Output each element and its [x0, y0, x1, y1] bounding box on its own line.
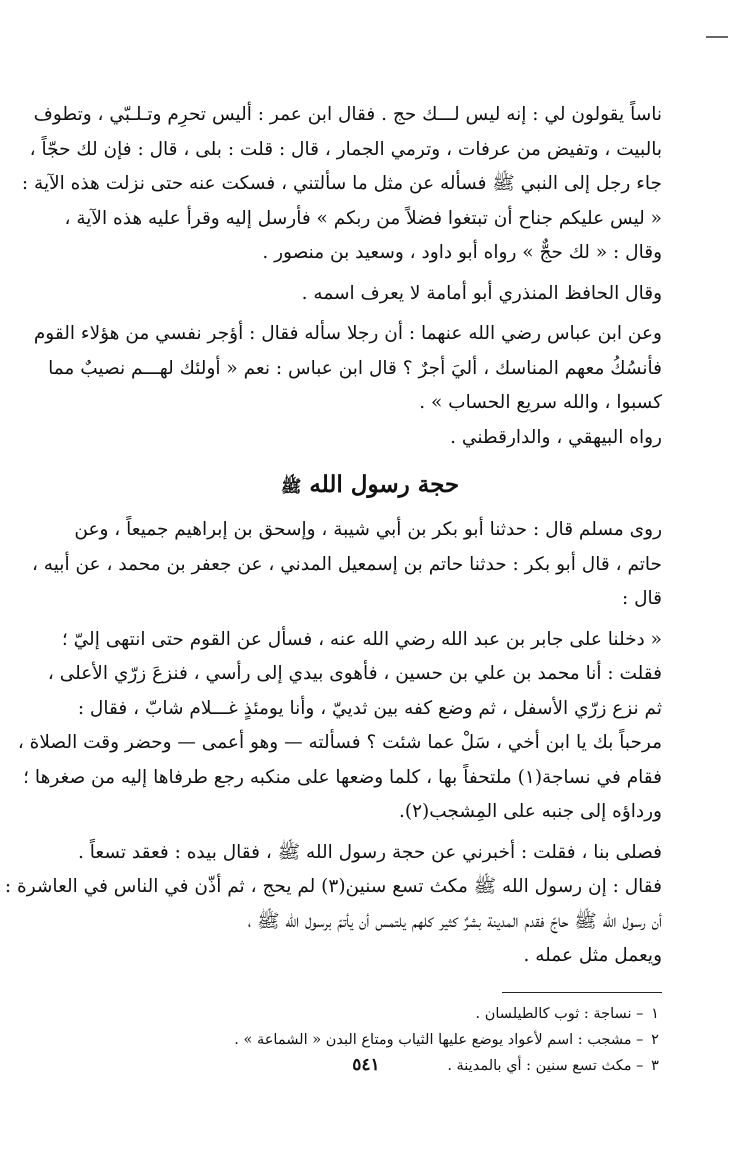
text-line: ورداؤه إلى جنبه على المِشجب(٢). — [398, 801, 662, 822]
text-line: ناساً يقولون لي : إنه ليس لـــك حج . فقال ابن عمر : أليس تحرِم وتـلـبّي ، وتطوف — [33, 104, 662, 125]
footnote-text: – نساجة : ثوب كالطيلسان . — [475, 1005, 644, 1022]
paragraph-ibn-abbas — [33, 317, 662, 455]
text-line: فقلت : أنا محمد بن علي بن حسين ، فأهوى بيدي إلى رأسي ، فنزعَ زرّي الأعلى ، — [47, 663, 662, 684]
section-heading — [78, 465, 662, 507]
text-line: ويعمل مثل عمله . — [523, 945, 662, 966]
text-line: حاتم ، قال أبو بكر : حدثنا حاتم بن إسمعيل المدني ، عن جعفر بن محمد ، عن أبيه ، — [31, 553, 662, 575]
text-line: كسبوا ، والله سريع الحساب » . — [419, 392, 662, 413]
text-line: جاء رجل إلى النبي ﷺ فسأله عن مثل ما سألتني ، فسكت عنه حتى نزلت هذه الآية : — [21, 173, 662, 194]
text-line: فقام في نساجة(١) ملتحفاً بها ، كلما وضعها على منكبه رجع طرفاها إليه من صغرها ؛ — [23, 766, 662, 788]
footnote-number: ٢ — [651, 1031, 659, 1048]
footnote-number: ١ — [651, 1005, 659, 1022]
text-line: وقال : « لك حجٌّ » رواه أبو داود ، وسعيد بن منصور . — [262, 242, 662, 263]
footnote-number: ٣ — [651, 1057, 659, 1074]
corner-mark — [706, 36, 728, 38]
text-line: « ليس عليكم جناح أن تبتغوا فضلاً من ربكم » فأرسل إليه وقرأ عليه هذه الآية ، — [64, 207, 662, 229]
honorific-glyph: ﷺ — [280, 477, 302, 497]
heading-text: حجة رسول الله — [309, 471, 460, 498]
paragraph-isnad — [31, 513, 662, 617]
paragraph-mundhiri — [78, 277, 662, 312]
text-line: فقال : إن رسول الله ﷺ مكث تسع سنين(٣) لم يحج ، ثم أذّن في الناس في العاشرة : — [4, 876, 662, 897]
footnote-text: – مكث تسع سنين : أي بالمدينة . — [447, 1057, 644, 1074]
text-line: « دخلنا على جابر بن عبد الله رضي الله عنه ، فسأل عن القوم حتى انتهى إليّ ؛ — [61, 628, 662, 650]
text-line: بالبيت ، وتفيض من عرفات ، وترمي الجمار ، قال : قلت : بلى ، قال : فإن لك حجّاً ، — [29, 138, 662, 160]
text-line: أن رسول الله ﷺ حاجّ فقدم المدينة بشرٌ كثير كلهم يلتمس أن يأتمّ برسول الله ﷺ ، — [247, 910, 662, 932]
text-line: رواه البيهقي ، والدارقطني . — [450, 426, 662, 448]
footnote — [78, 1001, 662, 1027]
text-line: روى مسلم قال : حدثنا أبو بكر بن أبي شيبة ، وإسحق بن إبراهيم جميعاً ، وعن — [74, 519, 662, 540]
page-number: ٥٤١ — [352, 1055, 380, 1075]
paragraph-prayer — [4, 836, 662, 974]
text-line: مرحباً بك يا ابن أخي ، سَلْ عما شئت ؟ فسألته — وهو أعمى — وحضر وقت الصلاة ، — [17, 732, 662, 753]
paragraph-ibn-umar — [21, 98, 662, 271]
footnote — [78, 1027, 662, 1053]
text-line: وعن ابن عباس رضي الله عنهما : أن رجلا سأله فقال : أؤجر نفسي من هؤلاء القوم — [33, 323, 662, 344]
text-line: وقال الحافظ المنذري أبو أمامة لا يعرف اسمه . — [301, 282, 662, 304]
footnote-text: – مشجب : اسم لأعواد يوضع عليها الثياب ومتاع البدن « الشماعة » . — [234, 1031, 644, 1048]
text-line: فأنسُكُ معهم المناسك ، أليَ أجرٌ ؟ قال ابن عباس : نعم « أولئك لهـــم نصيبٌ مما — [48, 357, 662, 379]
text-line: قال : — [621, 588, 662, 609]
footnote-divider — [502, 992, 662, 993]
paragraph-jabir — [17, 623, 662, 830]
text-line: ثم نزع زرّي الأسفل ، ثم وضع كفه بين ثدييّ ، وأنا يومئذٍ غـــلام شابّ ، فقال : — [77, 697, 662, 719]
text-line: فصلى بنا ، فقلت : أخبرني عن حجة رسول الله ﷺ ، فقال بيده : فعقد تسعاً . — [78, 841, 662, 863]
page-body — [4, 98, 662, 1079]
